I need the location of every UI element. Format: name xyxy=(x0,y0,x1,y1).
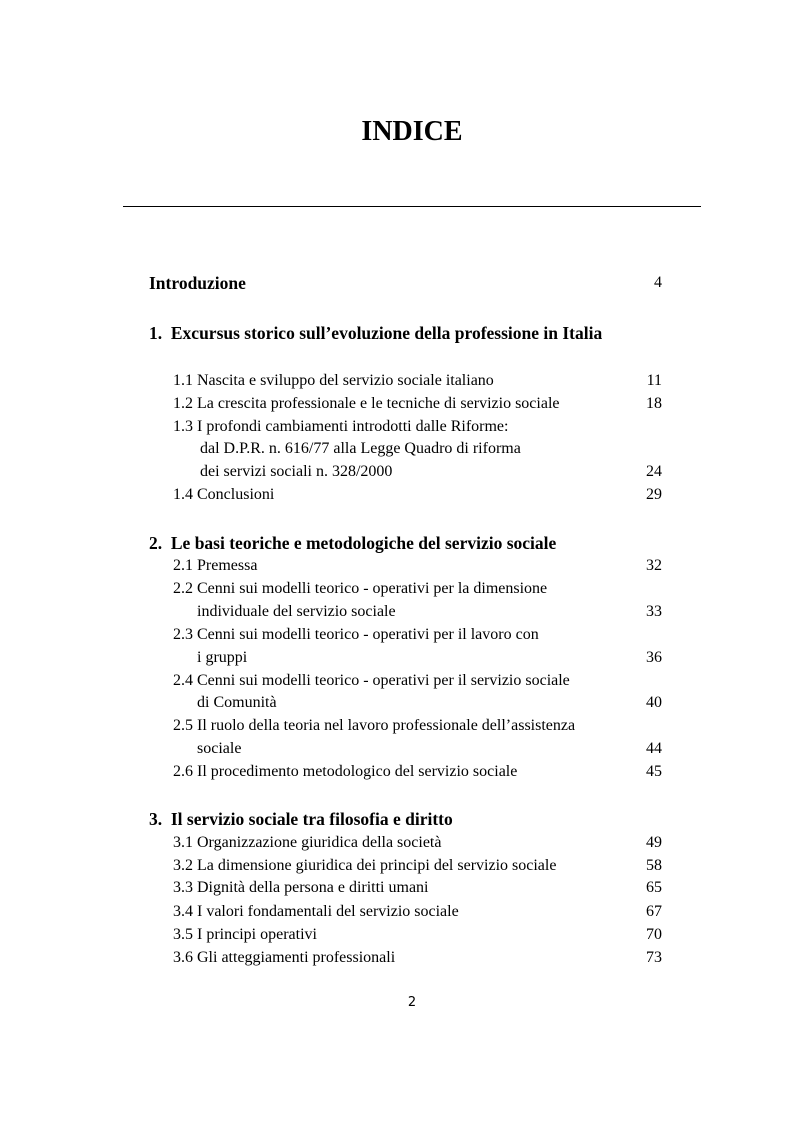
toc-page-2-6: 45 xyxy=(646,763,662,780)
toc-page-2-5: 44 xyxy=(646,740,662,757)
toc-page-2-2: 33 xyxy=(646,603,662,620)
page-number: 2 xyxy=(407,995,417,1010)
toc-entry-2-5-line1[interactable]: 2.5 Il ruolo della teoria nel lavoro professionale dell’assistenza xyxy=(173,717,576,734)
toc-entry-3-1[interactable]: 3.1 Organizzazione giuridica della società xyxy=(173,834,442,851)
toc-entry-2-5-line2[interactable]: sociale xyxy=(197,740,242,757)
toc-chapter-3-heading[interactable]: 3. Il servizio sociale tra filosofia e diritto xyxy=(149,809,453,829)
toc-entry-1-1[interactable]: 1.1 Nascita e sviluppo del servizio sociale italiano xyxy=(173,372,494,389)
toc-entry-1-4[interactable]: 1.4 Conclusioni xyxy=(173,486,275,503)
toc-entry-3-3[interactable]: 3.3 Dignità della persona e diritti umani xyxy=(173,879,429,896)
toc-entry-1-2[interactable]: 1.2 La crescita professionale e le tecniche di servizio sociale xyxy=(173,395,560,412)
toc-entry-3-2[interactable]: 3.2 La dimensione giuridica dei principi del servizio sociale xyxy=(173,857,557,874)
toc-page-3-4: 67 xyxy=(646,903,662,920)
toc-entry-3-6[interactable]: 3.6 Gli atteggiamenti professionali xyxy=(173,949,396,966)
toc-chapter-1-heading[interactable]: 1. Excursus storico sull’evoluzione della professione in Italia xyxy=(149,323,603,343)
toc-page-3-6: 73 xyxy=(646,949,662,966)
toc-intro-page: 4 xyxy=(654,274,662,291)
toc-page-2-3: 36 xyxy=(646,649,662,666)
toc-entry-1-3-line3[interactable]: dei servizi sociali n. 328/2000 xyxy=(200,463,393,480)
toc-entry-1-3-line1[interactable]: 1.3 I profondi cambiamenti introdotti dalle Riforme: xyxy=(173,418,509,435)
toc-page-1-3: 24 xyxy=(646,463,662,480)
toc-entry-2-3-line2[interactable]: i gruppi xyxy=(197,649,248,666)
toc-intro-label[interactable]: Introduzione xyxy=(149,273,246,293)
toc-page-2-1: 32 xyxy=(646,557,662,574)
toc-entry-2-1[interactable]: 2.1 Premessa xyxy=(173,557,258,574)
toc-entry-1-3-line2[interactable]: dal D.P.R. n. 616/77 alla Legge Quadro di riforma xyxy=(200,440,521,457)
toc-page-3-3: 65 xyxy=(646,879,662,896)
toc-page-3-2: 58 xyxy=(646,857,662,874)
toc-page-3-5: 70 xyxy=(646,926,662,943)
toc-entry-2-4-line2[interactable]: di Comunità xyxy=(197,694,277,711)
page-title: INDICE xyxy=(361,116,463,147)
toc-page-1-1: 11 xyxy=(646,372,662,389)
toc-entry-2-2-line1[interactable]: 2.2 Cenni sui modelli teorico - operativi per la dimensione xyxy=(173,580,548,597)
toc-page-3-1: 49 xyxy=(646,834,662,851)
toc-entry-3-5[interactable]: 3.5 I principi operativi xyxy=(173,926,317,943)
toc-entry-2-6[interactable]: 2.6 Il procedimento metodologico del servizio sociale xyxy=(173,763,518,780)
toc-page-2-4: 40 xyxy=(646,694,662,711)
toc-entry-3-4[interactable]: 3.4 I valori fondamentali del servizio sociale xyxy=(173,903,459,920)
toc-entry-2-3-line1[interactable]: 2.3 Cenni sui modelli teorico - operativi per il lavoro con xyxy=(173,626,539,643)
toc-chapter-2-heading[interactable]: 2. Le basi teoriche e metodologiche del servizio sociale xyxy=(149,533,557,553)
toc-entry-2-2-line2[interactable]: individuale del servizio sociale xyxy=(197,603,396,620)
title-divider xyxy=(123,206,701,207)
toc-entry-2-4-line1[interactable]: 2.4 Cenni sui modelli teorico - operativi per il servizio sociale xyxy=(173,672,570,689)
toc-page-1-4: 29 xyxy=(646,486,662,503)
toc-page-1-2: 18 xyxy=(646,395,662,412)
